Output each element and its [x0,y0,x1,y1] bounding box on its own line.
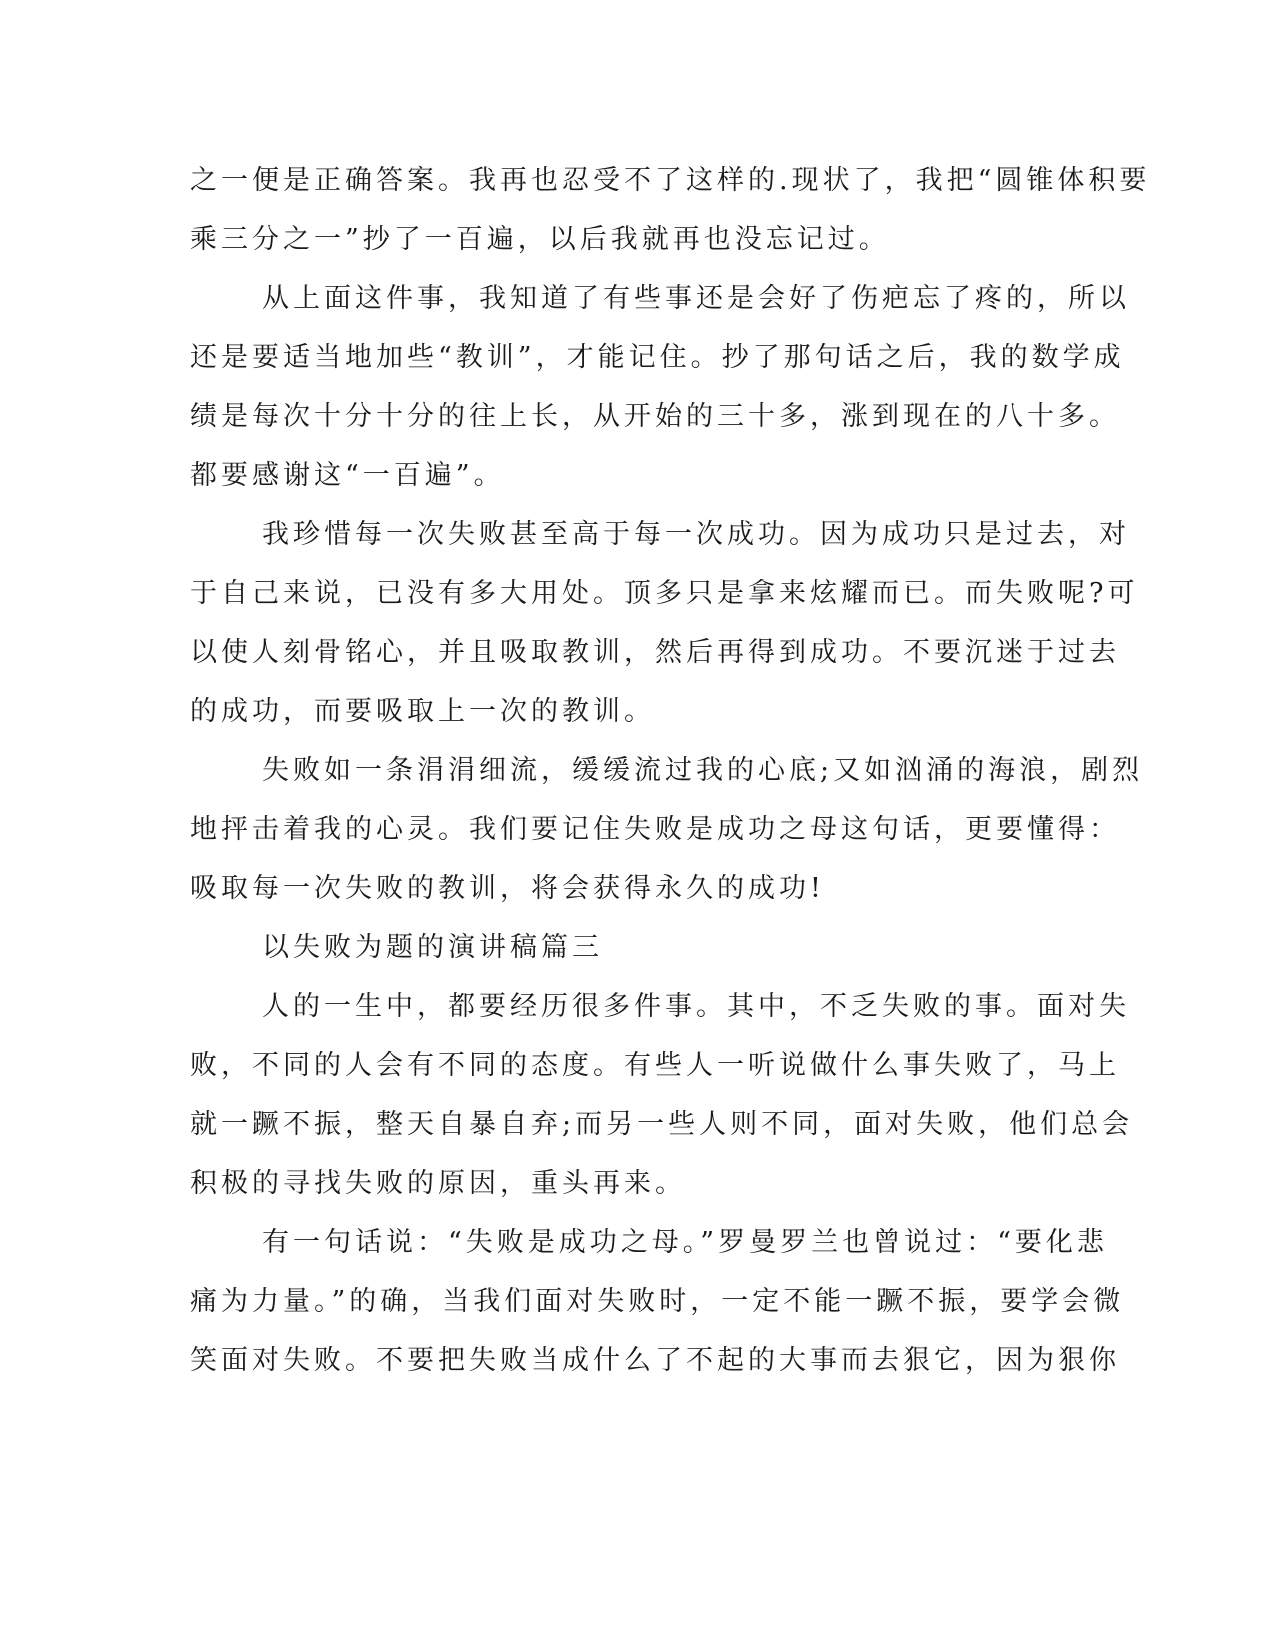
paragraph-start-line: 有一句话说：“失败是成功之母。”罗曼罗兰也曾说过：“要化悲 [262,1227,1108,1258]
paragraph-start-line: 我珍惜每一次失败甚至高于每一次成功。因为成功只是过去，对 [262,519,1130,550]
section-heading: 以失败为题的演讲稿篇三 [262,932,603,963]
text-line: 就一蹶不振，整天自暴自弃;而另一些人则不同，面对失败，他们总会 [190,1109,1134,1140]
text-line: 绩是每次十分十分的往上长，从开始的三十多，涨到现在的八十多。 [190,401,1120,432]
text-line: 吸取每一次失败的教训，将会获得永久的成功! [190,873,825,904]
text-line: 痛为力量。”的确，当我们面对失败时，一定不能一蹶不振，要学会微 [190,1286,1125,1317]
text-line: 积极的寻找失败的原因，重头再来。 [190,1168,686,1199]
text-line: 之一便是正确答案。我再也忍受不了这样的.现状了，我把“圆锥体积要 [190,165,1151,196]
paragraph-start-line: 人的一生中，都要经历很多件事。其中，不乏失败的事。面对失 [262,991,1130,1022]
text-line: 都要感谢这“一百遍”。 [190,460,505,491]
text-line: 于自己来说，已没有多大用处。顶多只是拿来炫耀而已。而失败呢?可 [190,578,1139,609]
text-line: 还是要适当地加些“教训”，才能记住。抄了那句话之后，我的数学成 [190,342,1125,373]
text-line: 以使人刻骨铭心，并且吸取教训，然后再得到成功。不要沉迷于过去 [190,637,1120,668]
paragraph-start-line: 失败如一条涓涓细流，缓缓流过我的心底;又如汹涌的海浪，剧烈 [262,755,1144,786]
text-line: 败，不同的人会有不同的态度。有些人一听说做什么事失败了，马上 [190,1050,1120,1081]
text-line: 的成功，而要吸取上一次的教训。 [190,696,655,727]
text-line: 笑面对失败。不要把失败当成什么了不起的大事而去狠它，因为狠你 [190,1345,1120,1376]
text-line: 地抨击着我的心灵。我们要记住失败是成功之母这句话，更要懂得： [190,814,1120,845]
text-line: 乘三分之一”抄了一百遍，以后我就再也没忘记过。 [190,224,890,255]
paragraph-start-line: 从上面这件事，我知道了有些事还是会好了伤疤忘了疼的，所以 [262,283,1130,314]
